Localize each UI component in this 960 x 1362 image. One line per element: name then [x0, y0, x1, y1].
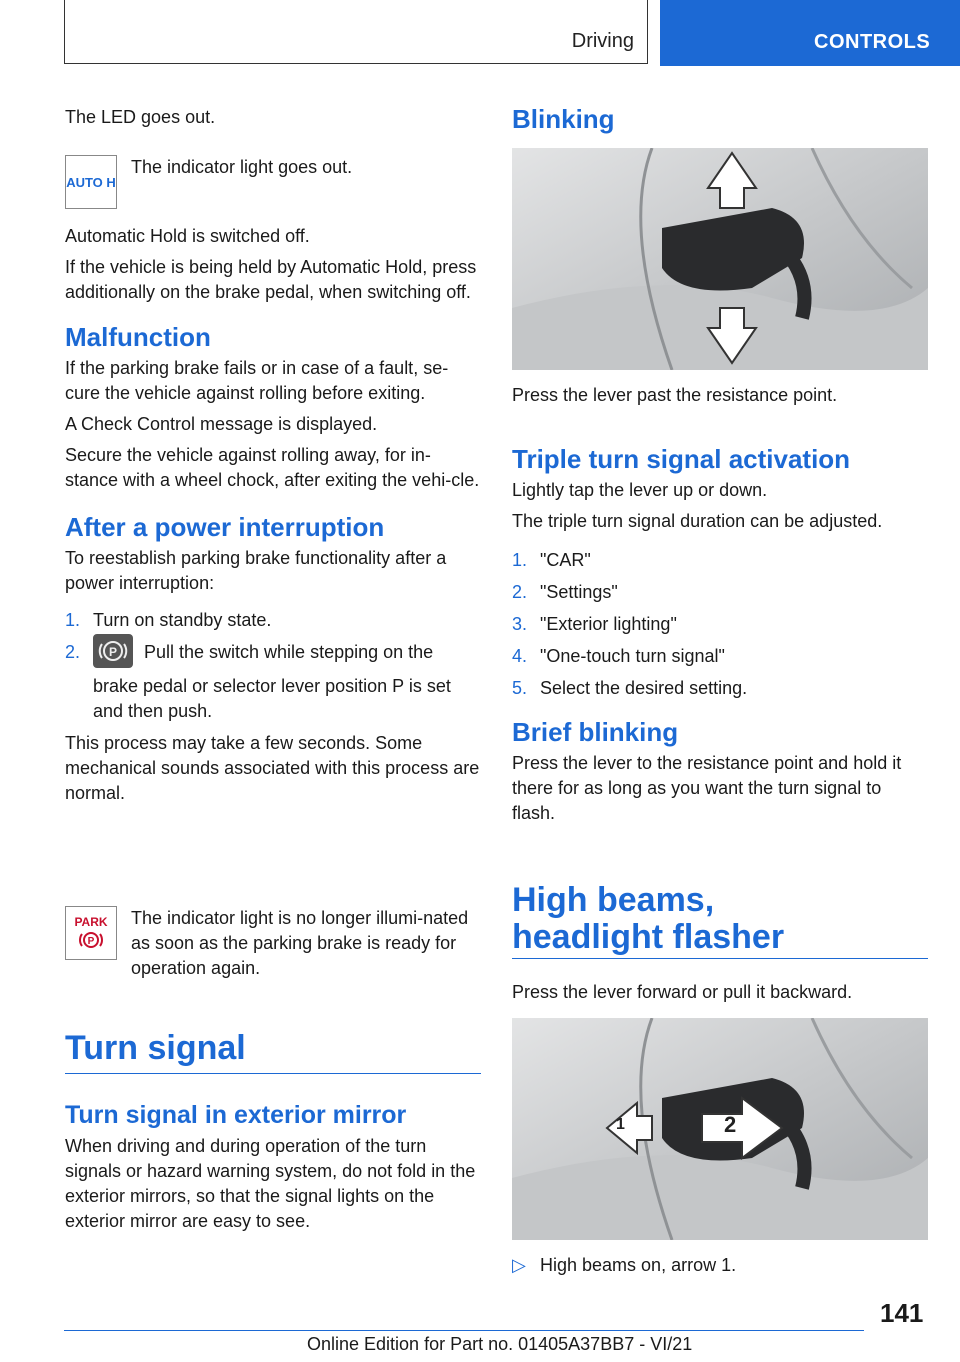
paragraph: When driving and during operation of the turn signals or hazard warning system, do not fold in the exterior mirrors, so that the signal lights on the exterior mirror are easy to see. — [65, 1136, 476, 1231]
park-indicator-icon — [65, 906, 117, 960]
triple-steps-list — [512, 548, 928, 701]
high-beams-figure — [512, 1018, 928, 1240]
park-indicator-text: The indicator light is no longer illumi‐nated as soon as the parking brake is ready for operation again. — [131, 908, 469, 978]
park-icon-text: PARK — [74, 914, 108, 929]
heading-brief-blinking: Brief blinking — [512, 717, 679, 747]
auto-hold-icon — [65, 155, 117, 209]
header-frame — [64, 0, 648, 64]
svg-text:P: P — [108, 645, 118, 659]
parking-brake-switch-icon — [93, 634, 133, 668]
footer-rule — [64, 1330, 864, 1331]
heading-blinking: Blinking — [512, 104, 615, 134]
blinking-figure — [512, 148, 928, 370]
paragraph: To reestablish parking brake functionality after a power interruption: — [65, 548, 447, 593]
list-item — [65, 608, 481, 633]
step-text: "One-touch turn signal" — [540, 646, 725, 666]
right-column-body — [512, 444, 928, 832]
list-item — [65, 640, 481, 724]
left-column — [65, 105, 481, 136]
indicator-park — [65, 906, 481, 981]
triangle-bullet-icon: ▷ — [512, 1255, 526, 1275]
high-beams-bullet — [512, 1253, 736, 1278]
list-item — [512, 612, 928, 637]
svg-text:P: P — [87, 935, 95, 947]
page-number: 141 — [880, 1298, 924, 1328]
section-rule — [512, 958, 928, 959]
heading-turn-signal: Turn signal — [65, 1029, 246, 1067]
step-number: 2. — [65, 642, 81, 662]
paragraph: If the vehicle is being held by Automatic Hold, press additionally on the brake pedal, when switching off. — [65, 257, 477, 302]
figure-label-1: 1 — [616, 1116, 625, 1133]
heading-high-beams-line1: High beams, — [512, 881, 715, 919]
left-column-body — [65, 224, 481, 812]
step-text: "Exterior lighting" — [540, 614, 677, 634]
paragraph: A Check Control message is displayed. — [65, 414, 378, 434]
auto-hold-indicator-text: The indicator light goes out. — [131, 157, 353, 177]
heading-power-interruption: After a power interruption — [65, 512, 385, 542]
heading-high-beams — [512, 882, 784, 956]
step-number: 1. — [65, 610, 81, 630]
heading-triple-turn-signal: Triple turn signal activation — [512, 444, 851, 474]
bullet-text: High beams on, arrow 1. — [540, 1255, 737, 1275]
step-text: "CAR" — [540, 550, 591, 570]
step-number: 3. — [512, 614, 528, 634]
power-steps-list — [65, 608, 481, 724]
step-text: "Settings" — [540, 582, 618, 602]
high-beams-paragraph: Press the lever forward or pull it backward. — [512, 982, 853, 1002]
paragraph: Secure the vehicle against rolling away, for in‐stance with a wheel chock, after exiting the vehi‐cle. — [65, 445, 480, 490]
paragraph: Automatic Hold is switched off. — [65, 226, 310, 246]
paragraph: Lightly tap the lever up or down. — [512, 480, 768, 500]
paragraph: If the parking brake fails or in case of a fault, se‐cure the vehicle against rolling before exiting. — [65, 358, 449, 403]
list-item — [512, 676, 928, 701]
step-text: Turn on standby state. — [93, 610, 272, 630]
step-text: Select the desired setting. — [540, 678, 748, 698]
footer-edition: Online Edition for Part no. 01405A37BB7 - VI/21 — [307, 1334, 693, 1354]
step-number: 1. — [512, 550, 528, 570]
paragraph: Press the lever to the resistance point and hold it there for as long as you want the turn signal to flash. — [512, 753, 902, 823]
section-rule — [65, 1073, 481, 1074]
list-item — [512, 580, 928, 605]
heading-malfunction: Malfunction — [65, 322, 211, 352]
blinking-caption: Press the lever past the resistance point. — [512, 385, 838, 405]
list-item — [512, 548, 928, 573]
paragraph: The LED goes out. — [65, 107, 216, 127]
step-number: 5. — [512, 678, 528, 698]
header-section-title: Driving — [571, 30, 634, 52]
paragraph: The triple turn signal duration can be adjusted. — [512, 511, 883, 531]
figure-label-2: 2 — [724, 1112, 737, 1137]
list-item — [512, 644, 928, 669]
heading-high-beams-line2: headlight flasher — [512, 918, 785, 956]
header-tab-label: CONTROLS — [814, 31, 931, 53]
header-tab[interactable] — [660, 0, 960, 66]
indicator-auto-hold — [65, 155, 481, 209]
step-text: Pull the switch while stepping on the brake pedal or selector lever position P is set and then push. — [93, 642, 451, 721]
step-number: 4. — [512, 646, 528, 666]
mirror-section — [65, 1100, 481, 1240]
step-number: 2. — [512, 582, 528, 602]
paragraph: This process may take a few seconds. Some mechanical sounds associated with this process are normal. — [65, 733, 480, 803]
auto-hold-icon-text: AUTO H — [66, 174, 116, 190]
heading-mirror: Turn signal in exterior mirror — [65, 1101, 407, 1129]
